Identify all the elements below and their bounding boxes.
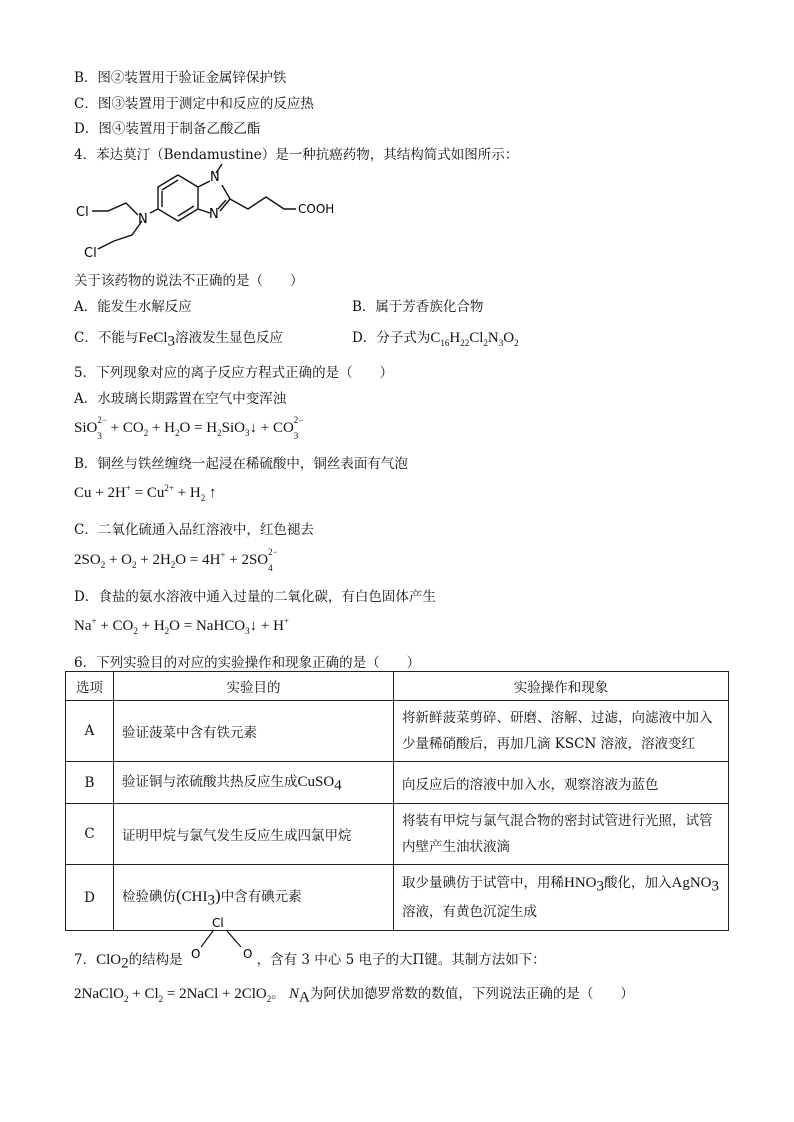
- cl-atom-label: Cl: [212, 916, 224, 930]
- q4-stem: 4．苯达莫汀（Bendamustine）是一种抗癌药物，其结构简式如图所示：: [74, 147, 519, 163]
- header-purpose: 实验目的: [114, 672, 394, 701]
- row-operation: 将装有甲烷与氯气混合物的密封试管进行光照，试管 内壁产生油状液滴: [394, 804, 729, 865]
- table-row: [66, 762, 729, 804]
- table-row: [66, 865, 729, 931]
- table-row: [66, 804, 729, 865]
- q5-option-b: B．铜丝与铁丝缠绕一起浸在稀硫酸中，铜丝表面有气泡: [74, 456, 408, 472]
- bendamustine-structure: [70, 163, 360, 263]
- q4-option-b: B．属于芳香族化合物: [352, 299, 484, 315]
- row-purpose: 证明甲烷与氯气发生反应生成四氯甲烷: [114, 804, 394, 865]
- header-operation: 实验操作和现象: [394, 672, 729, 701]
- cl-label-2: Cl: [84, 246, 97, 261]
- experiment-table: [65, 671, 729, 931]
- row-option: B: [66, 762, 114, 804]
- row-operation: 向反应后的溶液中加入水，观察溶液为蓝色: [394, 762, 729, 804]
- q6-stem: 6．下列实验目的对应的实验操作和现象正确的是（ ）: [74, 655, 421, 671]
- q3-option-d: D．图④装置用于制备乙酸乙酯: [74, 121, 261, 137]
- row-purpose: 检验碘仿$(CHI_3)$中含有碘元素: [114, 865, 394, 931]
- o-atom-label-2: O: [243, 947, 253, 961]
- row-option: D: [66, 865, 114, 931]
- q4-option-d: D．分子式为$C_{16}H_{22}Cl_2N_3O_2$: [352, 330, 519, 348]
- n-amine-label: N: [138, 212, 148, 227]
- q5-option-d: D．食盐的氨水溶液中通入过量的二氧化碳，有白色固体产生: [74, 589, 436, 605]
- row-purpose: 验证菠菜中含有铁元素: [114, 701, 394, 762]
- table-row: [66, 701, 729, 762]
- cl-label-1: Cl: [76, 205, 89, 220]
- row-purpose: 验证铜与浓硫酸共热反应生成CuSO$_4$: [114, 762, 394, 804]
- cooh-label: COOH: [298, 202, 335, 216]
- row-operation: 取少量碘仿于试管中，用稀$HNO_3$酸化，加入AgNO$_3$ 溶液，有黄色沉淀生成: [394, 865, 729, 931]
- row-option: A: [66, 701, 114, 762]
- q5-option-c: C．二氧化硫通入品红溶液中，红色褪去: [74, 522, 314, 538]
- q5-equation-a: SiO$^{2-}$ $_3 + CO_2 + H_2O$ = $H_2SiO_3↓ + CO^{2-}$ $_3$: [74, 415, 304, 441]
- q4-option-c: C．不能与FeCl$_3$溶液发生显色反应: [74, 330, 284, 350]
- q5-equation-d: $Na^+ + CO_2 + H_2O$ = NaHCO$_3$↓ + H+: [74, 616, 289, 636]
- header-option: 选项: [66, 672, 114, 701]
- q4-question: 关于该药物的说法不正确的是（ ）: [74, 273, 304, 289]
- row-option: C: [66, 804, 114, 865]
- q5-option-a: A．水玻璃长期露置在空气中变浑浊: [74, 391, 287, 407]
- table-header-row: [66, 672, 729, 701]
- q7-line2: 2NaClO$_2$ + $Cl_2$ = 2NaCl + 2ClO$_2$。 $N_A$为阿伏加德罗常数的数值，下列说法正确的是（ ）: [74, 986, 634, 1006]
- q7-stem: 7．ClO$_2$的结构是 ，含有 3 中心 5 电子的大Π键。其制方法如下：: [74, 952, 546, 972]
- n-ring-label: N: [209, 207, 219, 222]
- clo2-structure: [183, 914, 263, 966]
- q5-equation-c: $2SO_2 + O_2 + 2H_2O = 4H^+ + 2SO^{2-}$ $_4$: [74, 547, 278, 573]
- q5-stem: 5．下列现象对应的离子反应方程式正确的是（ ）: [74, 365, 394, 381]
- q3-option-c: C．图③装置用于测定中和反应的反应热: [74, 96, 314, 112]
- row-operation: 将新鲜菠菜剪碎、研磨、溶解、过滤，向滤液中加入 少量稀硝酸后，再加几滴 KSCN 溶液，溶液变红: [394, 701, 729, 762]
- q3-option-b: B．图②装置用于验证金属锌保护铁: [74, 70, 287, 86]
- o-atom-label-1: O: [191, 947, 201, 961]
- q5-equation-b: $Cu + 2H^+ = Cu^{2+} + H_2$ ↑: [74, 483, 217, 503]
- q4-option-a: A．能发生水解反应: [74, 299, 192, 315]
- n-methyl-label: N: [210, 170, 220, 185]
